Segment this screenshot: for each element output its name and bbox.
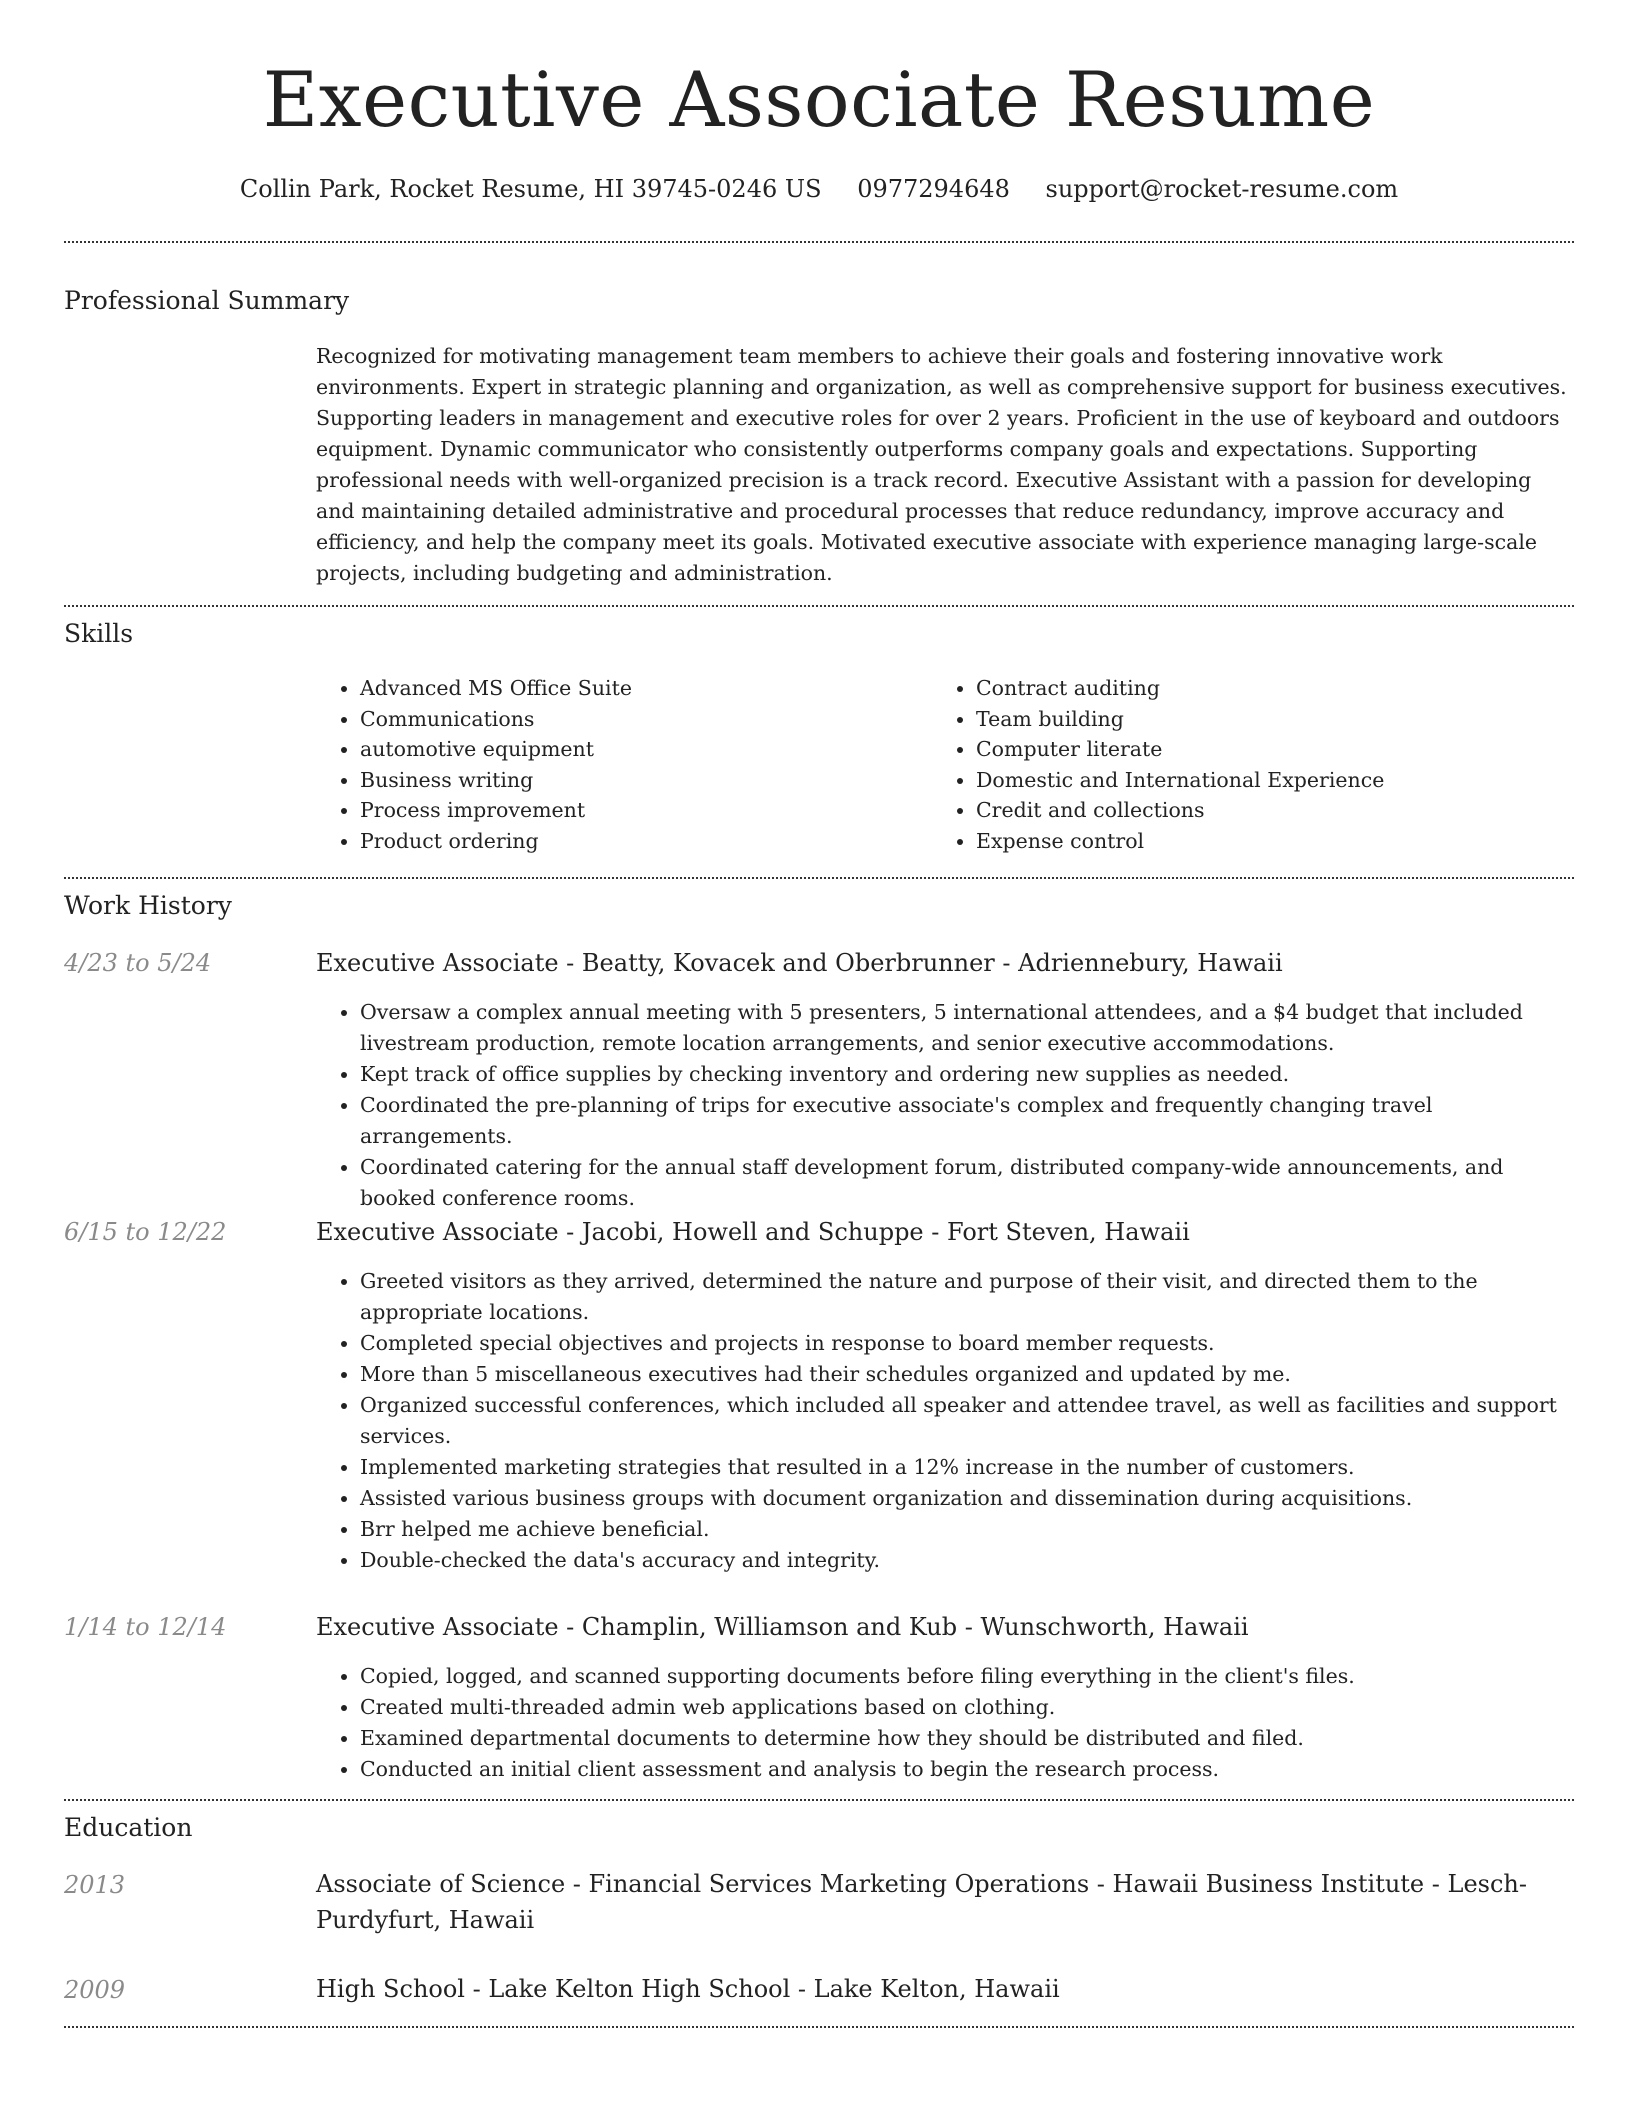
list-item: • Process improvement (360, 795, 916, 826)
list-item: • Double-checked the data's accuracy and integrity. (360, 1545, 1574, 1576)
list-item: • Created multi-threaded admin web applications based on clothing. (360, 1692, 1574, 1723)
education-year: 2013 (64, 1871, 126, 1899)
divider (64, 1799, 1574, 1801)
skills-list (316, 673, 916, 856)
divider (64, 605, 1574, 607)
list-item: • Team building (976, 704, 1572, 735)
section-title-education: Education (64, 1813, 193, 1842)
list-item: • Kept track of office supplies by checking inventory and ordering new supplies as needed. (360, 1059, 1574, 1090)
contact-address: Collin Park, Rocket Resume, HI 39745-0246 US (239, 175, 822, 203)
education-title: Associate of Science - Financial Services Marketing Operations - Hawaii Business Institute - Lesch-Purdyfurt, Hawaii (316, 1870, 1527, 1934)
list-item: • Oversaw a complex annual meeting with 5 presenters, 5 international attendees, and a $4 budget that included livestream production, remote location arrangements, and senior executive accommodations. (360, 997, 1574, 1059)
skills-column-left (316, 673, 916, 856)
job-dates: 4/23 to 5/24 (64, 949, 212, 977)
list-item: • Examined departmental documents to determine how they should be distributed and filed. (360, 1723, 1574, 1754)
contact-email: support@rocket-resume.com (1045, 175, 1399, 203)
section-title-work-history: Work History (64, 891, 232, 920)
list-item: • Conducted an initial client assessment and analysis to begin the research process. (360, 1754, 1574, 1785)
job-bullets (316, 997, 1574, 1214)
job-dates: 1/14 to 12/14 (64, 1613, 227, 1641)
section-title-summary: Professional Summary (64, 286, 350, 315)
resume-title: Executive Associate Resume (262, 55, 1376, 144)
list-item: • Contract auditing (976, 673, 1572, 704)
divider (64, 877, 1574, 879)
job-title: Executive Associate - Jacobi, Howell and Schuppe - Fort Steven, Hawaii (316, 1218, 1190, 1246)
list-item: • Advanced MS Office Suite (360, 673, 916, 704)
job-bullets (316, 1661, 1574, 1785)
education-year: 2009 (64, 1976, 126, 2004)
skills-column-right (932, 673, 1572, 856)
job-dates: 6/15 to 12/22 (64, 1218, 227, 1246)
list-item: • Organized successful conferences, which included all speaker and attendee travel, as well as facilities and support services. (360, 1390, 1574, 1452)
job-bullets (316, 1266, 1574, 1576)
divider (64, 2026, 1574, 2028)
list-item: • Implemented marketing strategies that resulted in a 12% increase in the number of customers. (360, 1452, 1574, 1483)
education-title: High School - Lake Kelton High School - Lake Kelton, Hawaii (316, 1975, 1060, 2003)
list-item: • Completed special objectives and projects in response to board member requests. (360, 1328, 1574, 1359)
list-item: • Domestic and International Experience (976, 765, 1572, 796)
list-item: • Coordinated catering for the annual staff development forum, distributed company-wide announcements, and booked conference rooms. (360, 1152, 1574, 1214)
list-item: • Assisted various business groups with document organization and dissemination during acquisitions. (360, 1483, 1574, 1514)
job-title: Executive Associate - Champlin, Williamson and Kub - Wunschworth, Hawaii (316, 1613, 1249, 1641)
contact-line (64, 172, 1574, 206)
list-item: • Communications (360, 704, 916, 735)
list-item: • Credit and collections (976, 795, 1572, 826)
list-item: • Copied, logged, and scanned supporting documents before filing everything in the client's files. (360, 1661, 1574, 1692)
contact-phone: 0977294648 (857, 175, 1010, 203)
section-title-skills: Skills (64, 619, 134, 648)
list-item: • Greeted visitors as they arrived, determined the nature and purpose of their visit, and directed them to the appropriate locations. (360, 1266, 1574, 1328)
list-item: • Expense control (976, 826, 1572, 857)
list-item: • More than 5 miscellaneous executives had their schedules organized and updated by me. (360, 1359, 1574, 1390)
job-title: Executive Associate - Beatty, Kovacek and Oberbrunner - Adriennebury, Hawaii (316, 949, 1283, 977)
summary-text: Recognized for motivating management team members to achieve their goals and fostering innovative work environments. Expert in strategic planning and organization, as well as comprehensive support for business executives. Supporting leaders in management and executive roles for over 2 years. Proficient in the use of keyboard and outdoors equipment. Dynamic communicator who consistently outperforms company goals and expectations. Supporting professional needs with well-organized precision is a track record. Executive Assistant with a passion for developing and maintaining detailed administrative and procedural processes that reduce redundancy, improve accuracy and efficiency, and help the company meet its goals. Motivated executive associate with experience managing large-scale projects, including budgeting and administration. (316, 344, 1567, 585)
divider (64, 241, 1574, 243)
list-item: • Product ordering (360, 826, 916, 857)
list-item: • Computer literate (976, 734, 1572, 765)
skills-list (932, 673, 1572, 856)
list-item: • Business writing (360, 765, 916, 796)
list-item: • Coordinated the pre-planning of trips for executive associate's complex and frequently changing travel arrangements. (360, 1090, 1574, 1152)
list-item: • automotive equipment (360, 734, 916, 765)
list-item: • Brr helped me achieve beneficial. (360, 1514, 1574, 1545)
